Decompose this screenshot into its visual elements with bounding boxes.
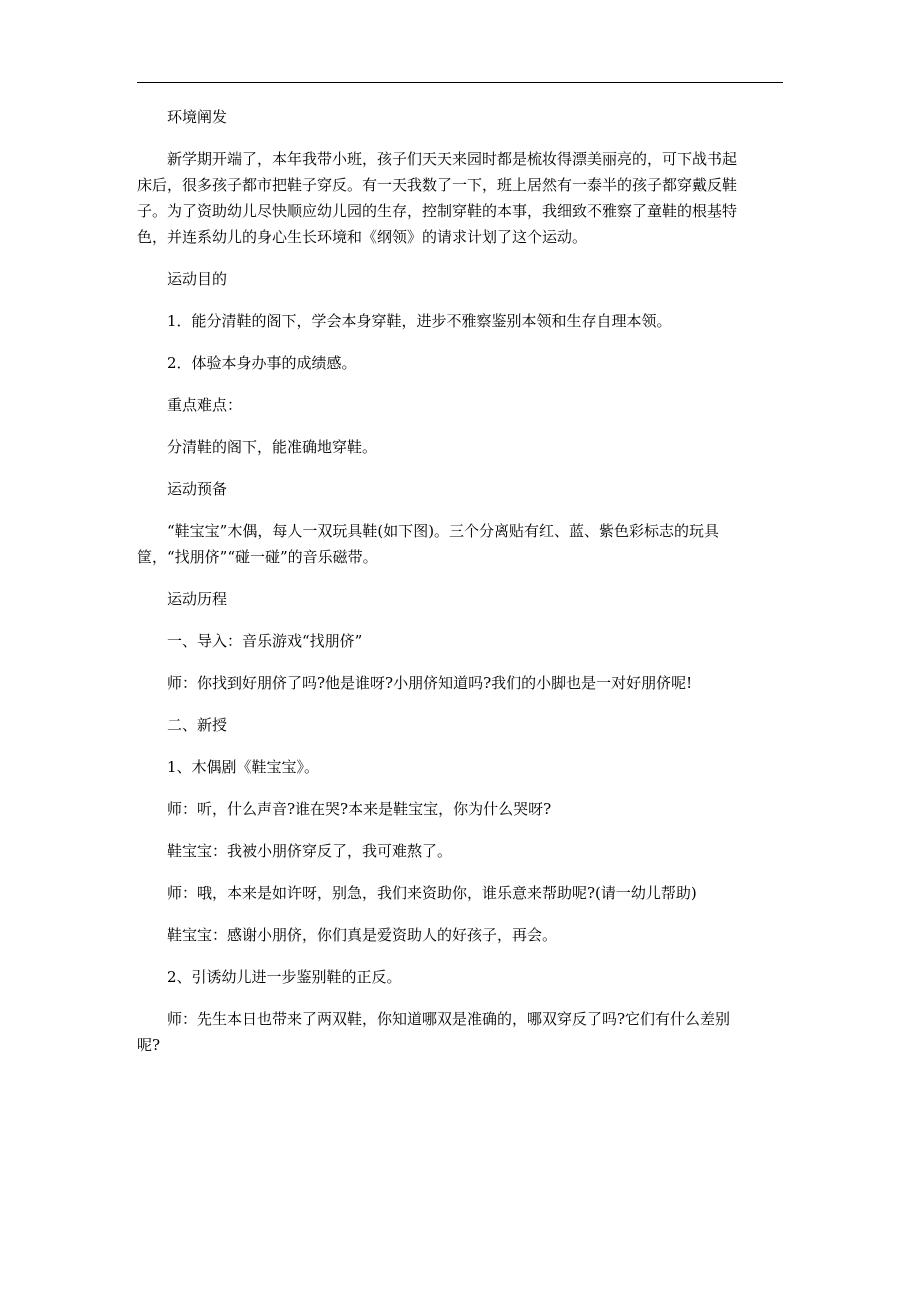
header-rule — [137, 82, 783, 83]
section-heading-key-points: 重点难点： — [167, 396, 243, 414]
section-heading-preparation: 运动预备 — [167, 480, 228, 498]
document-body — [137, 104, 783, 1074]
paragraph-key-points: 分清鞋的阁下，能准确地穿鞋。 — [167, 438, 378, 456]
dialogue-teacher: 师：听，什么声音?谁在哭?本来是鞋宝宝，你为什么哭呀? — [167, 800, 552, 818]
text-line: 筐，“找朋侪”“碰一碰”的音乐磁带。 — [137, 548, 378, 566]
step-heading-intro: 一、导入：音乐游戏“找朋侪” — [167, 632, 363, 650]
section-heading-process: 运动历程 — [167, 590, 228, 608]
section-heading-goals: 运动目的 — [167, 270, 228, 288]
text-line: “鞋宝宝”木偶，每人一双玩具鞋(如下图)。三个分离贴有红、蓝、紫色彩标志的玩具 — [167, 522, 720, 540]
text-line: 呢? — [137, 1036, 161, 1054]
goal-item-2: 2．体验本身办事的成绩感。 — [167, 354, 357, 372]
text-line: 床后，很多孩子都市把鞋子穿反。有一天我数了一下，班上居然有一泰半的孩子都穿戴反鞋 — [137, 176, 738, 194]
text-line: 子。为了资助幼儿尽快顺应幼儿园的生存，控制穿鞋的本事，我细致不雅察了童鞋的根基特 — [137, 202, 738, 220]
goal-item-1: 1．能分清鞋的阁下，学会本身穿鞋，进步不雅察鉴别本领和生存自理本领。 — [167, 312, 672, 330]
text-line: 师：先生本日也带来了两双鞋，你知道哪双是准确的，哪双穿反了吗?它们有什么差别 — [167, 1010, 731, 1028]
dialogue-teacher: 师：你找到好朋侪了吗?他是谁呀?小朋侪知道吗?我们的小脚也是一对好朋侪呢! — [167, 674, 693, 692]
dialogue-teacher: 师：哦，本来是如许呀，别急，我们来资助你，谁乐意来帮助呢?(请一幼儿帮助) — [167, 884, 697, 902]
text-line: 色，并连系幼儿的身心生长环境和《纲领》的请求计划了这个运动。 — [137, 228, 588, 246]
paragraph-environment — [137, 146, 783, 250]
sub-step-distinguish: 2、引诱幼儿进一步鉴别鞋的正反。 — [167, 968, 402, 986]
section-heading-environment: 环境阐发 — [167, 108, 228, 126]
sub-step-puppet-show: 1、木偶剧《鞋宝宝》。 — [167, 758, 320, 776]
dialogue-shoe-baby: 鞋宝宝：我被小朋侪穿反了，我可难熬了。 — [167, 842, 453, 860]
text-line: 新学期开端了，本年我带小班，孩子们天天来园时都是梳妆得漂美丽亮的，可下战书起 — [167, 150, 738, 168]
dialogue-shoe-baby: 鞋宝宝：感谢小朋侪，你们真是爱资助人的好孩子，再会。 — [167, 926, 558, 944]
paragraph-preparation — [137, 518, 783, 570]
step-heading-new-lesson: 二、新授 — [167, 716, 228, 734]
dialogue-teacher — [137, 1006, 783, 1058]
